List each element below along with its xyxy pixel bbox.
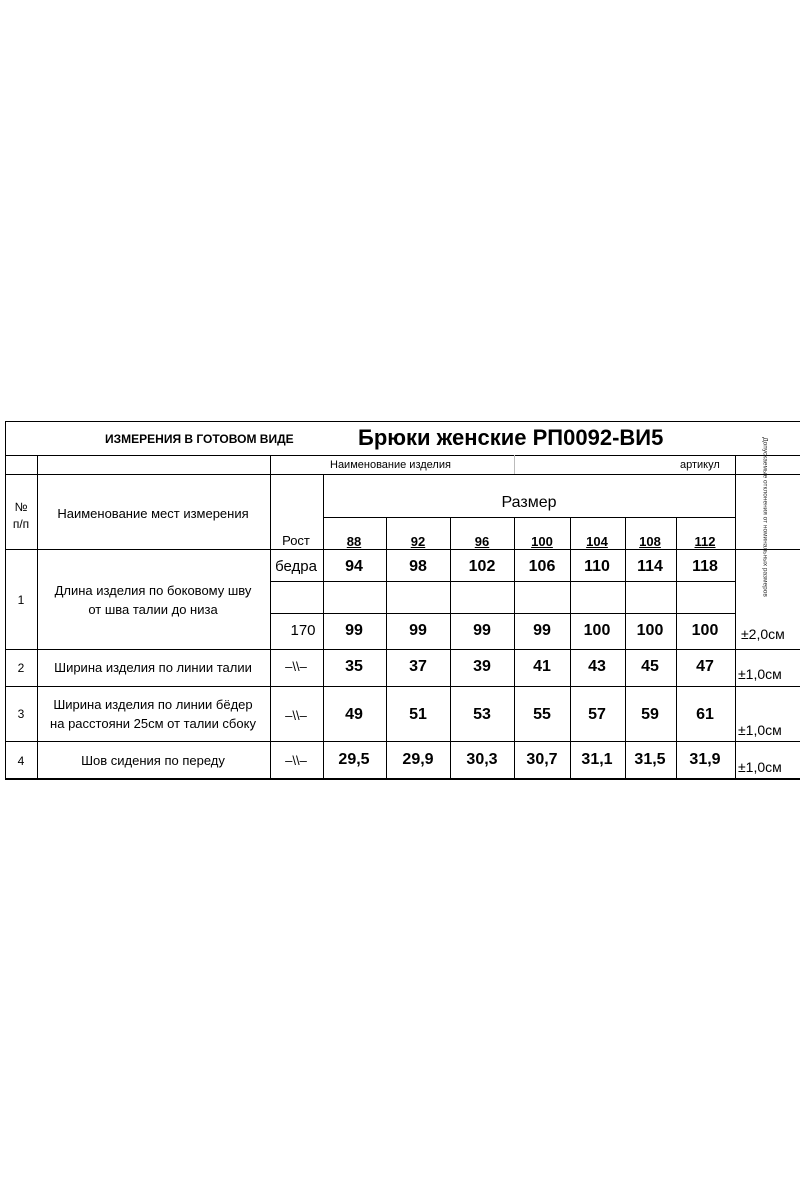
hip-value: 118 xyxy=(692,558,718,575)
tolerance-value: ±1,0см xyxy=(738,722,782,738)
col-divider-size-1 xyxy=(386,517,387,779)
height-value: –\\– xyxy=(285,753,307,768)
measurement-name: Ширина изделия по линии бёдер xyxy=(53,697,253,712)
row-number: 3 xyxy=(17,707,25,721)
measurement-value: 29,5 xyxy=(338,751,370,768)
size-header: 108 xyxy=(639,534,661,549)
measurement-value: 47 xyxy=(696,658,714,675)
measurement-value: 59 xyxy=(641,706,659,723)
height-value: –\\– xyxy=(285,659,307,674)
size-header: 92 xyxy=(410,534,426,549)
col-divider-num xyxy=(37,455,38,779)
measurement-value: 43 xyxy=(588,658,606,675)
size-header: 96 xyxy=(474,534,490,549)
measurement-name: Длина изделия по боковому шву xyxy=(54,583,252,598)
measurement-name-line2: от шва талии до низа xyxy=(88,602,218,617)
measurement-value: 31,1 xyxy=(581,751,613,768)
hip-value: 106 xyxy=(528,558,556,575)
hip-value: 110 xyxy=(584,558,610,575)
hips-label: бедра xyxy=(275,558,317,575)
num-column-header: № п/п xyxy=(12,500,30,531)
size-label-separator xyxy=(323,517,735,518)
product-title: Брюки женские РП0092-ВИ5 xyxy=(358,425,664,450)
measurement-value: 99 xyxy=(533,622,551,639)
subheader-separator xyxy=(5,474,800,475)
measurement-value: 35 xyxy=(345,658,363,675)
measurement-value: 37 xyxy=(409,658,427,675)
measurement-value: 31,9 xyxy=(689,751,721,768)
row-number: 4 xyxy=(17,754,25,768)
col-divider-size-3 xyxy=(514,517,515,779)
column-header-bottom xyxy=(5,549,800,550)
col-divider-name xyxy=(270,455,271,779)
hip-value: 98 xyxy=(409,558,427,575)
measurement-value: 45 xyxy=(641,658,659,675)
hip-value: 102 xyxy=(468,558,496,575)
size-chart-table xyxy=(0,421,800,780)
row3-bottom xyxy=(5,741,800,742)
article-label: артикул xyxy=(680,459,720,471)
measurement-value: 30,7 xyxy=(526,751,558,768)
col-divider-size-2 xyxy=(450,517,451,779)
col-divider-size-6 xyxy=(676,517,677,779)
measurement-name-line2: на расстояни 25см от талии сбоку xyxy=(50,716,256,731)
size-header: 112 xyxy=(694,534,716,549)
col-divider-tolerance xyxy=(735,455,736,779)
measurement-value: 99 xyxy=(409,622,427,639)
measurement-name: Ширина изделия по линии талии xyxy=(54,660,252,675)
tolerance-value: ±2,0см xyxy=(741,626,785,642)
measurement-value: 30,3 xyxy=(466,751,498,768)
height-value: –\\– xyxy=(285,708,307,723)
measurement-name: Шов сидения по переду xyxy=(81,753,225,768)
hip-value: 114 xyxy=(637,558,663,575)
measurement-value: 100 xyxy=(636,622,664,639)
height-value: 170 xyxy=(290,622,316,639)
row2-bottom xyxy=(5,686,800,687)
size-column-header: Размер xyxy=(501,494,557,511)
row1-bottom xyxy=(5,649,800,650)
col-divider-article xyxy=(514,455,515,474)
col-divider-size-5 xyxy=(625,517,626,779)
size-header: 100 xyxy=(531,534,553,549)
measurement-value: 41 xyxy=(533,658,551,675)
measurement-value: 100 xyxy=(583,622,611,639)
measurement-value: 99 xyxy=(473,622,491,639)
height-column-header: Рост xyxy=(282,533,310,548)
hips-row-bottom xyxy=(270,581,735,582)
col-divider-size-4 xyxy=(570,517,571,779)
measurement-value: 100 xyxy=(691,622,719,639)
size-header: 88 xyxy=(346,534,362,549)
table-bottom-border xyxy=(5,778,800,780)
hip-value: 94 xyxy=(345,558,363,575)
measurement-value: 61 xyxy=(696,706,714,723)
row-number: 2 xyxy=(17,661,25,675)
measurement-value: 55 xyxy=(533,706,551,723)
table-left-border xyxy=(5,421,6,779)
measurement-value: 29,9 xyxy=(402,751,434,768)
tolerance-column-header: Допускаемые отклонения от номинальных размеров xyxy=(761,437,769,597)
empty-row-bottom xyxy=(270,613,735,614)
tolerance-value: ±1,0см xyxy=(738,759,782,775)
header-separator xyxy=(5,455,800,456)
measurement-value: 31,5 xyxy=(634,751,666,768)
measurement-value: 39 xyxy=(473,658,491,675)
measurement-value: 51 xyxy=(409,706,427,723)
col-divider-height xyxy=(323,474,324,779)
measurement-value: 49 xyxy=(345,706,363,723)
measurement-value: 53 xyxy=(473,706,491,723)
tolerance-value: ±1,0см xyxy=(738,666,782,682)
row-number: 1 xyxy=(17,593,25,607)
size-header: 104 xyxy=(586,534,608,549)
measurement-value: 57 xyxy=(588,706,606,723)
product-name-label: Наименование изделия xyxy=(330,459,451,471)
measure-title: ИЗМЕРЕНИЯ В ГОТОВОМ ВИДЕ xyxy=(105,432,294,446)
measurement-value: 99 xyxy=(345,622,363,639)
name-column-header: Наименование мест измерения xyxy=(57,506,249,521)
table-top-border xyxy=(5,421,800,422)
